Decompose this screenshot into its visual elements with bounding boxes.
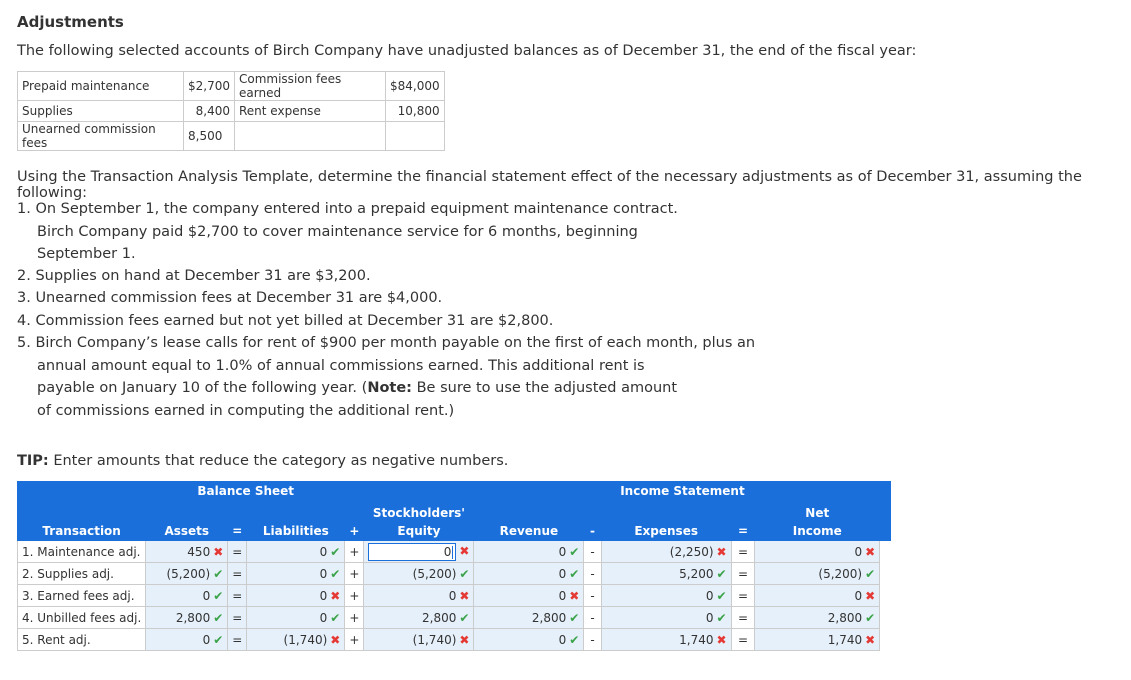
check-icon: ✔ <box>330 566 341 581</box>
table-row <box>18 629 891 651</box>
operator: - <box>584 607 601 629</box>
tip-text: TIP: Enter amounts that reduce the category as negative numbers. <box>17 453 509 469</box>
input-value: 2,800 <box>531 610 567 625</box>
item-line: annual amount equal to 1.0% of annual commissions earned. This additional rent is <box>37 357 645 374</box>
equity-input[interactable] <box>364 607 474 629</box>
cross-icon: ✖ <box>569 588 580 603</box>
item-line: September 1. <box>37 246 136 262</box>
equity-input[interactable] <box>364 563 474 585</box>
text-cursor <box>452 546 453 559</box>
table-row <box>18 101 445 122</box>
account-balance: 10,800 <box>386 101 445 122</box>
account-name: Supplies <box>18 101 184 122</box>
op-plus: + <box>345 521 364 541</box>
net-income-input[interactable] <box>755 563 880 585</box>
input-value: 0 <box>558 632 567 647</box>
net-income-input[interactable] <box>755 585 880 607</box>
item-line: payable on January 10 of the following year. (Note: Be sure to use the adjusted amount <box>37 380 678 396</box>
page-title: Adjustments <box>17 13 124 31</box>
header-row <box>18 482 891 501</box>
table-row <box>18 122 445 151</box>
check-icon: ✔ <box>716 566 727 581</box>
operator: - <box>584 563 601 585</box>
operator: + <box>345 585 364 607</box>
item-line: Birch Company paid $2,700 to cover maintenance service for 6 months, beginning <box>37 223 638 240</box>
op-equals: = <box>228 521 247 541</box>
revenue-input[interactable] <box>474 541 584 563</box>
table-row <box>18 72 445 101</box>
input-value: 1,740 <box>827 632 863 647</box>
input-value: 0 <box>319 566 328 581</box>
list-item: 4. Commission fees earned but not yet billed at December 31 are $2,800. <box>17 313 554 329</box>
col-equity: Equity <box>364 521 474 541</box>
cross-icon: ✖ <box>865 632 876 647</box>
table-row <box>18 607 891 629</box>
op-minus: - <box>584 521 601 541</box>
instructions-text: Using the Transaction Analysis Template, determine the financial statement effect of the necessary adjustments as of December 31, assuming the following: <box>17 169 1082 201</box>
operator: + <box>345 541 364 563</box>
operator: = <box>228 607 247 629</box>
input-value: (1,740) <box>412 632 457 647</box>
cross-icon: ✖ <box>459 632 470 647</box>
equity-input[interactable] <box>364 585 474 607</box>
balance-sheet-header: Balance Sheet <box>18 482 474 501</box>
input-value: (2,250) <box>669 544 714 559</box>
operator: - <box>584 585 601 607</box>
check-icon: ✔ <box>213 610 224 625</box>
cross-icon: ✖ <box>865 588 876 603</box>
input-value: 1,740 <box>679 632 714 647</box>
list-item <box>17 332 755 422</box>
operator: + <box>345 563 364 585</box>
transaction-label: 3. Earned fees adj. <box>18 585 146 607</box>
list-item: 2. Supplies on hand at December 31 are $3,200. <box>17 268 371 284</box>
cross-icon: ✖ <box>716 632 727 647</box>
expenses-input[interactable] <box>601 563 731 585</box>
assets-input[interactable] <box>146 585 228 607</box>
header-row <box>18 501 891 521</box>
item-line: of commissions earned in computing the additional rent.) <box>37 402 455 419</box>
input-value: (5,200) <box>412 566 457 581</box>
input-value: 0 <box>448 588 457 603</box>
input-value: 0 <box>558 566 567 581</box>
input-value: 0 <box>319 544 328 559</box>
check-icon: ✔ <box>459 610 470 625</box>
transaction-label: 5. Rent adj. <box>18 629 146 651</box>
col-liabilities: Liabilities <box>247 521 345 541</box>
assets-input[interactable] <box>146 541 228 563</box>
input-value: 0 <box>202 588 211 603</box>
check-icon: ✔ <box>459 566 470 581</box>
cross-icon: ✖ <box>459 588 470 603</box>
input-value: 2,800 <box>175 610 211 625</box>
cross-icon: ✖ <box>459 544 470 558</box>
net-income-input[interactable] <box>755 541 880 563</box>
transaction-label: 1. Maintenance adj. <box>18 541 146 563</box>
cross-icon: ✖ <box>330 632 341 647</box>
input-value: 0 <box>558 544 567 559</box>
assets-input[interactable] <box>146 607 228 629</box>
empty-cell <box>386 122 445 151</box>
check-icon: ✔ <box>213 566 224 581</box>
liabilities-input[interactable] <box>247 585 345 607</box>
revenue-input[interactable] <box>474 629 584 651</box>
operator: - <box>584 541 601 563</box>
table-row <box>18 585 891 607</box>
input-value: 5,200 <box>679 566 714 581</box>
assets-input[interactable] <box>146 563 228 585</box>
equity-header-top: Stockholders' <box>364 501 474 521</box>
input-value: 0 <box>854 544 863 559</box>
income-statement-header: Income Statement <box>474 482 891 501</box>
assets-input[interactable] <box>146 629 228 651</box>
operator: = <box>228 585 247 607</box>
input-value: 0 <box>705 588 714 603</box>
input-value: 2,800 <box>827 610 863 625</box>
operator: = <box>731 629 755 651</box>
col-transaction: Transaction <box>18 521 146 541</box>
account-balance: $2,700 <box>184 72 235 101</box>
expenses-input[interactable] <box>601 585 731 607</box>
input-value: 0 <box>854 588 863 603</box>
table-row <box>18 563 891 585</box>
check-icon: ✔ <box>716 610 727 625</box>
input-value: 0 <box>202 632 211 647</box>
check-icon: ✔ <box>716 588 727 603</box>
accounts-table <box>17 71 445 151</box>
equity-input[interactable] <box>364 541 474 563</box>
operator: = <box>731 541 755 563</box>
check-icon: ✔ <box>865 610 876 625</box>
expenses-input[interactable] <box>601 607 731 629</box>
check-icon: ✔ <box>865 566 876 581</box>
input-value: (5,200) <box>166 566 211 581</box>
operator: = <box>731 607 755 629</box>
account-name: Unearned commission fees <box>18 122 184 151</box>
input-value: 0 <box>443 544 452 559</box>
net-header-top: Net <box>755 501 880 521</box>
account-balance: 8,400 <box>184 101 235 122</box>
check-icon: ✔ <box>213 588 224 603</box>
op-equals: = <box>731 521 755 541</box>
item-line: 1. On September 1, the company entered into a prepaid equipment maintenance contract. <box>17 201 678 217</box>
net-income-input[interactable] <box>755 607 880 629</box>
liabilities-input[interactable] <box>247 563 345 585</box>
col-net-income: Income <box>755 521 880 541</box>
liabilities-input[interactable] <box>247 607 345 629</box>
check-icon: ✔ <box>569 632 580 647</box>
operator: = <box>228 563 247 585</box>
empty-cell <box>235 122 386 151</box>
account-balance: 8,500 <box>184 122 235 151</box>
operator: = <box>228 541 247 563</box>
input-value: (5,200) <box>818 566 863 581</box>
transaction-label: 2. Supplies adj. <box>18 563 146 585</box>
check-icon: ✔ <box>213 632 224 647</box>
input-value: 0 <box>558 588 567 603</box>
operator: + <box>345 629 364 651</box>
input-value: 0 <box>319 610 328 625</box>
operator: + <box>345 607 364 629</box>
item-line: 5. Birch Company’s lease calls for rent of $900 per month payable on the first of each month, plus an <box>17 335 756 351</box>
revenue-input[interactable] <box>474 585 584 607</box>
liabilities-input[interactable] <box>247 629 345 651</box>
revenue-input[interactable] <box>474 563 584 585</box>
header-row <box>18 521 891 541</box>
cross-icon: ✖ <box>213 544 224 559</box>
expenses-input[interactable] <box>601 541 731 563</box>
operator: - <box>584 629 601 651</box>
col-revenue: Revenue <box>474 521 584 541</box>
input-value: 450 <box>187 544 211 559</box>
list-item: 3. Unearned commission fees at December 31 are $4,000. <box>17 290 443 306</box>
expenses-input[interactable] <box>601 629 731 651</box>
transaction-analysis-template <box>17 481 891 651</box>
intro-text: The following selected accounts of Birch Company have unadjusted balances as of December 31, the end of the fiscal year: <box>17 43 917 59</box>
input-value: 0 <box>319 588 328 603</box>
liabilities-input[interactable] <box>247 541 345 563</box>
col-expenses: Expenses <box>601 521 731 541</box>
check-icon: ✔ <box>330 544 341 559</box>
account-name: Prepaid maintenance <box>18 72 184 101</box>
input-value: 2,800 <box>422 610 457 625</box>
operator: = <box>731 563 755 585</box>
transaction-label: 4. Unbilled fees adj. <box>18 607 146 629</box>
input-value: 0 <box>705 610 714 625</box>
cross-icon: ✖ <box>716 544 727 559</box>
equity-input[interactable] <box>364 629 474 651</box>
check-icon: ✔ <box>569 544 580 559</box>
operator: = <box>731 585 755 607</box>
table-row <box>18 541 891 563</box>
cross-icon: ✖ <box>330 588 341 603</box>
col-assets: Assets <box>146 521 228 541</box>
check-icon: ✔ <box>330 610 341 625</box>
check-icon: ✔ <box>569 566 580 581</box>
account-name: Rent expense <box>235 101 386 122</box>
check-icon: ✔ <box>569 610 580 625</box>
input-value: (1,740) <box>283 632 328 647</box>
account-name: Commission fees earned <box>235 72 386 101</box>
active-input[interactable] <box>368 543 456 561</box>
cross-icon: ✖ <box>865 544 876 559</box>
operator: = <box>228 629 247 651</box>
revenue-input[interactable] <box>474 607 584 629</box>
net-income-input[interactable] <box>755 629 880 651</box>
account-balance: $84,000 <box>386 72 445 101</box>
list-item <box>17 198 678 266</box>
